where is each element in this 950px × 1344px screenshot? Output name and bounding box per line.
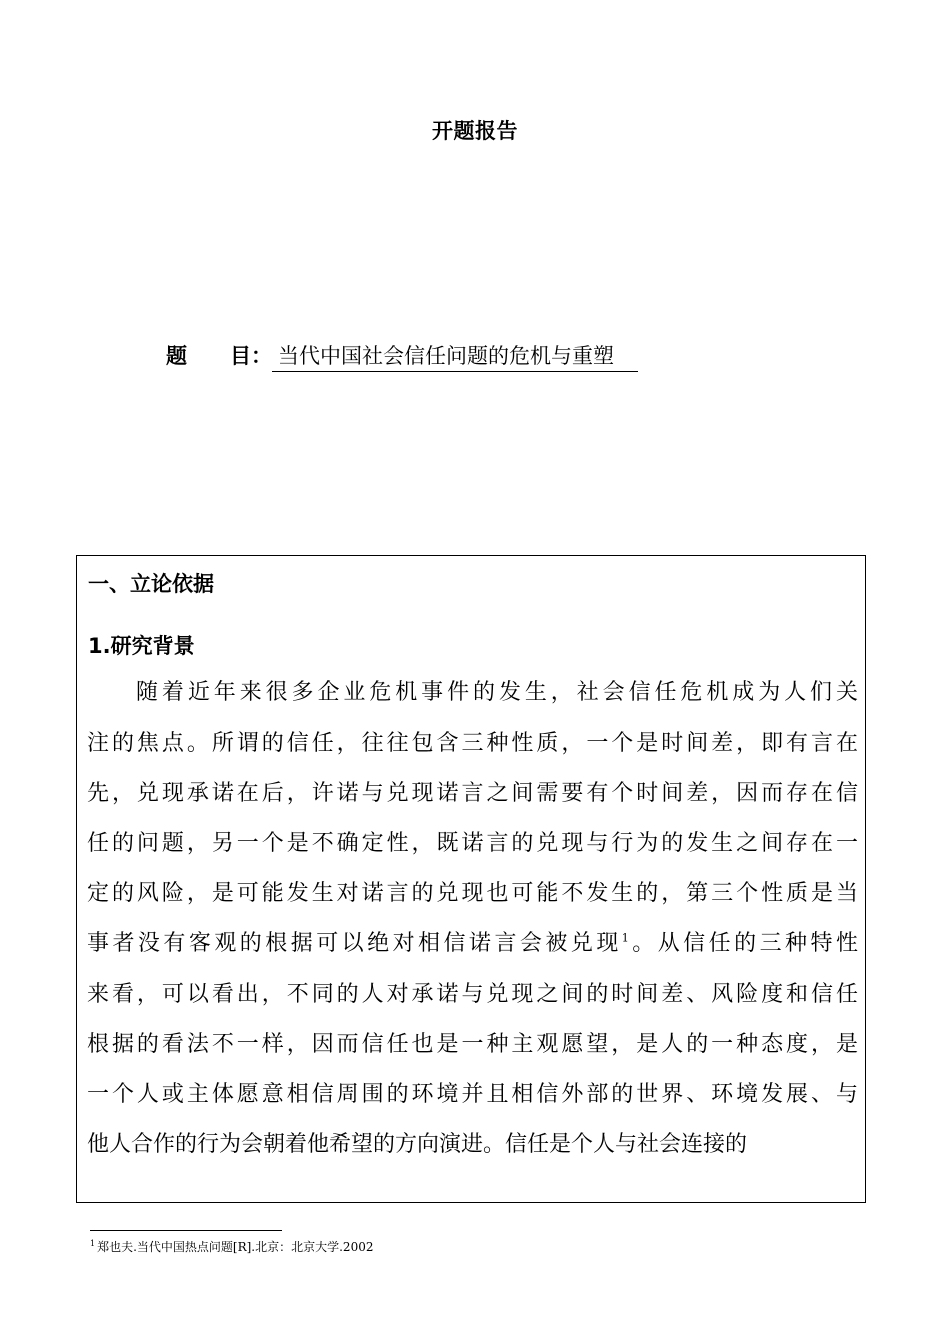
paragraph-line: 注的焦点。所谓的信任，往往包含三种性质，一个是时间差，即有言在 bbox=[87, 731, 858, 756]
topic-colon: ： bbox=[251, 344, 272, 368]
paragraph-line: 他人合作的行为会朝着他希望的方向演进。信任是个人与社会连接的 bbox=[87, 1132, 748, 1157]
paragraph-line: 先，兑现承诺在后，许诺与兑现诺言之间需要有个时间差，因而存在信 bbox=[87, 781, 858, 806]
paragraph-line bbox=[87, 931, 858, 957]
topic-value: 当代中国社会信任问题的危机与重塑 bbox=[272, 343, 638, 372]
sub-heading: 1.研究背景 bbox=[88, 634, 195, 658]
topic-line bbox=[166, 340, 638, 372]
paragraph-line: 随着近年来很多企业危机事件的发生，社会信任危机成为人们关 bbox=[136, 680, 858, 705]
paragraph-line: 根据的看法不一样，因而信任也是一种主观愿望，是人的一种态度，是 bbox=[87, 1032, 858, 1057]
footnote-reference[interactable]: 1 bbox=[621, 931, 629, 945]
footnote-number: 1 bbox=[90, 1239, 96, 1248]
footnote bbox=[90, 1238, 373, 1255]
paragraph-line: 任的问题，另一个是不确定性，既诺言的兑现与行为的发生之间存在一 bbox=[87, 831, 858, 856]
section-heading: 一、立论依据 bbox=[88, 572, 214, 596]
paragraph-line: 来看，可以看出，不同的人对承诺与兑现之间的时间差、风险度和信任 bbox=[87, 982, 858, 1007]
footnote-text: 郑也夫.当代中国热点问题[R].北京：北京大学.2002 bbox=[97, 1240, 374, 1254]
paragraph-line: 定的风险，是可能发生对诺言的兑现也可能不发生的，第三个性质是当 bbox=[87, 881, 858, 906]
paragraph-text: 。从信任的三种特性 bbox=[628, 931, 858, 956]
topic-label: 题 目 bbox=[166, 344, 251, 368]
footnote-separator bbox=[90, 1230, 282, 1231]
paragraph-text: 事者没有客观的根据可以绝对相信诺言会被兑现 bbox=[87, 931, 622, 956]
report-title: 开题报告 bbox=[432, 119, 518, 143]
paragraph-line: 一个人或主体愿意相信周围的环境并且相信外部的世界、环境发展、与 bbox=[87, 1082, 858, 1107]
